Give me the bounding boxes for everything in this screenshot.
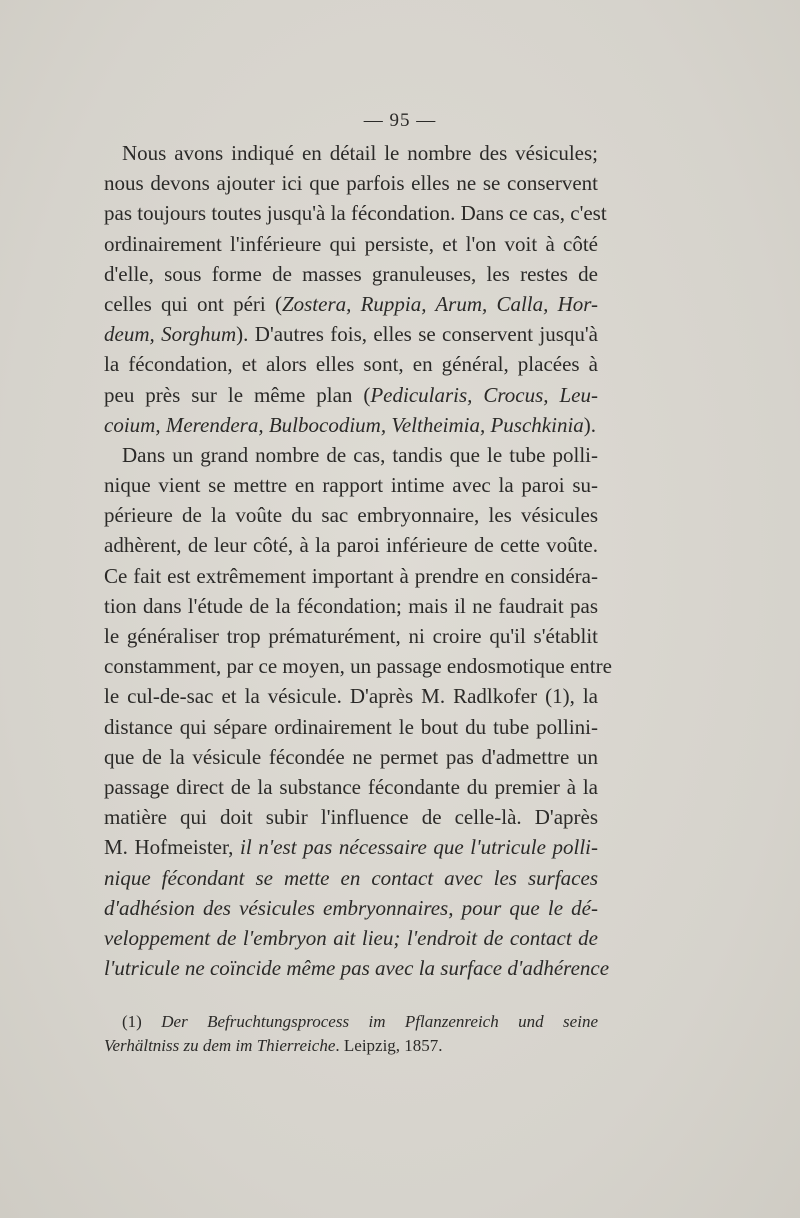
text-line: nous devons ajouter ici que parfois elles ne se conservent bbox=[104, 171, 598, 196]
text-line bbox=[104, 863, 598, 893]
text-line: adhèrent, de leur côté, à la paroi inférieure de cette voûte. bbox=[104, 533, 598, 558]
text-line: matière qui doit subir l'influence de celle-là. D'après bbox=[104, 805, 598, 830]
text-line bbox=[104, 410, 598, 440]
text-line bbox=[104, 1034, 598, 1058]
text-line: le généraliser trop prématurément, ni croire qu'il s'établit bbox=[104, 624, 598, 648]
text-line: Dans un grand nombre de cas, tandis que le tube polli- bbox=[122, 442, 598, 467]
italic-text: Zostera, Ruppia, Arum, Calla, Hor- bbox=[281, 291, 598, 316]
text-span: M. Hofmeister, bbox=[104, 835, 240, 860]
text-line bbox=[104, 380, 598, 410]
italic-text: Verhältniss zu dem im Thierreiche bbox=[104, 1036, 336, 1055]
italic-text: Der Befruchtungsprocess im Pflanzenreich und seine bbox=[161, 1012, 598, 1031]
italic-text: coium, Merendera, Bulbocodium, Veltheimia, Puschkinia bbox=[104, 412, 584, 437]
text-line: que de la vésicule fécondée ne permet pas d'admettre un bbox=[104, 744, 598, 769]
text-line bbox=[104, 893, 598, 923]
text-span: . Leipzig, 1857. bbox=[335, 1036, 443, 1055]
text-span: peu près sur le même plan ( bbox=[104, 382, 371, 407]
italic-text: deum, Sorghum bbox=[104, 322, 237, 347]
text-line bbox=[104, 923, 598, 953]
text-line: passage direct de la substance fécondante du premier à la bbox=[104, 774, 598, 799]
italic-text: veloppement de l'embryon ait lieu; l'endroit de contact de bbox=[104, 925, 598, 950]
text-line: tion dans l'étude de la fécondation; mais il ne faudrait pas bbox=[104, 593, 598, 618]
text-line: nique vient se mettre en rapport intime avec la paroi su- bbox=[104, 473, 598, 498]
italic-text: il n'est pas nécessaire que l'utricule polli- bbox=[239, 835, 598, 860]
text-line: la fécondation, et alors elles sont, en général, placées à bbox=[104, 352, 598, 377]
body-text bbox=[104, 138, 612, 983]
text-line: distance qui sépare ordinairement le bout du tube pollini- bbox=[104, 714, 598, 739]
text-line bbox=[104, 289, 598, 319]
text-span: ). D'autres fois, elles se conservent jusqu'à bbox=[236, 322, 599, 347]
page-number: — 95 — bbox=[363, 110, 437, 131]
text-line: Ce fait est extrêmement important à prendre en considéra- bbox=[104, 563, 598, 588]
footnote bbox=[104, 1010, 598, 1058]
text-line: le cul-de-sac et la vésicule. D'après M. Radlkofer (1), la bbox=[104, 684, 598, 709]
text-line bbox=[104, 319, 598, 349]
text-line bbox=[104, 953, 610, 983]
text-line: d'elle, sous forme de masses granuleuses, les restes de bbox=[104, 261, 598, 286]
text-line bbox=[104, 1010, 598, 1034]
text-line: constamment, par ce moyen, un passage endosmotique entre bbox=[104, 654, 612, 679]
italic-text: Pedicularis, Crocus, Leu- bbox=[370, 382, 598, 407]
text-line: pas toujours toutes jusqu'à la fécondation. Dans ce cas, c'est bbox=[104, 201, 607, 226]
text-line: Nous avons indiqué en détail le nombre des vésicules; bbox=[122, 141, 598, 165]
italic-text: nique fécondant se mette en contact avec les surfaces bbox=[104, 865, 598, 890]
text-span: (1) bbox=[122, 1012, 162, 1031]
text-line: ordinairement l'inférieure qui persiste, et l'on voit à côté bbox=[104, 231, 598, 256]
text-line bbox=[104, 832, 598, 862]
italic-text: l'utricule ne coïncide même pas avec la surface d'adhérence bbox=[104, 956, 610, 981]
italic-text: d'adhésion des vésicules embryonnaires, pour que le dé- bbox=[104, 895, 598, 920]
text-span: celles qui ont péri ( bbox=[104, 291, 282, 316]
text-line: périeure de la voûte du sac embryonnaire, les vésicules bbox=[104, 503, 598, 528]
text-span: ). bbox=[583, 412, 597, 437]
